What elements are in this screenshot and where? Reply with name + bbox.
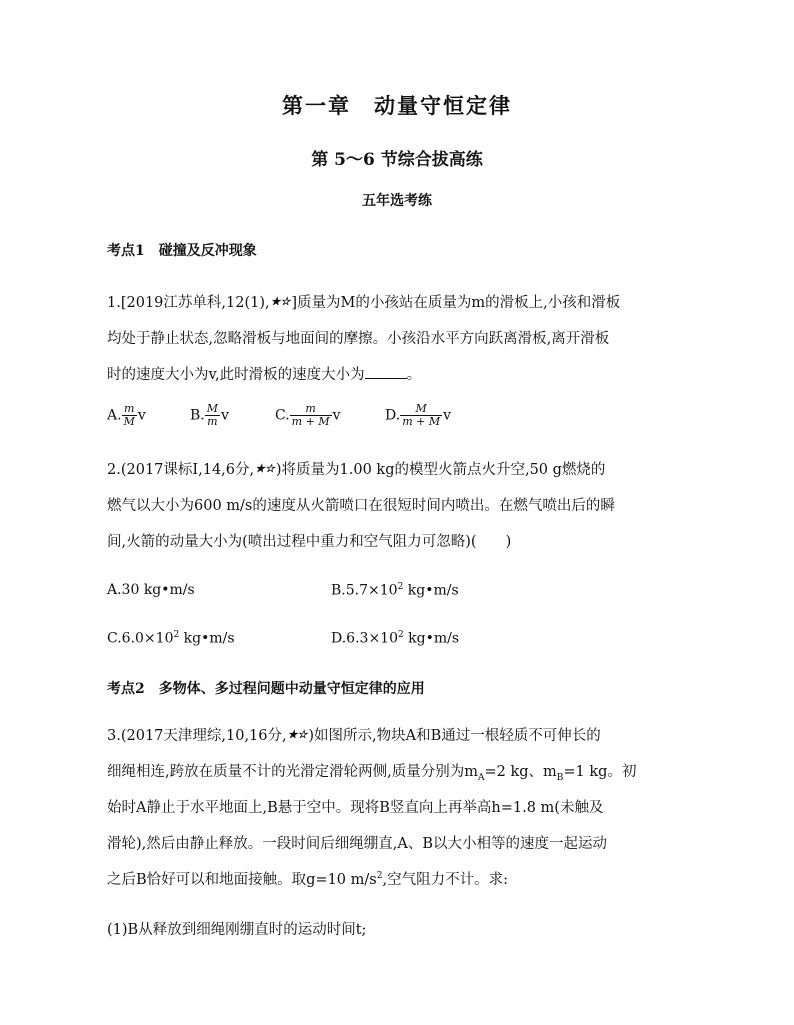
q1-option-d [385,403,451,428]
option-letter: D. [385,407,401,424]
q3-line-2 [107,760,636,783]
exponent: 2 [397,582,404,592]
q3-text-1: )如图所示,物块A和B通过一根轻质不可伸长的 [308,728,601,744]
q3-line-1 [107,724,601,745]
q1-text-3-end: 。 [406,367,422,383]
q2-line-1 [107,458,605,479]
q1-text-1: ]质量为M的小孩站在质量为m的滑板上,小孩和滑板 [291,295,621,311]
q3-text-2a: 细绳相连,跨放在质量不计的光滑定滑轮两侧,质量分别为m [107,764,478,780]
denominator: m + M [402,415,441,428]
q1-line-3 [107,363,421,384]
option-unit: kg•m/s [179,630,235,647]
q1-source: 1.[2019江苏单科,12(1), [107,295,270,311]
difficulty-star-icon: ★☆ [255,462,275,475]
q1-line-1 [107,291,620,312]
option-letter: A. [107,407,122,424]
option-letter: C. [275,407,290,424]
denominator: m + M [291,415,330,428]
q2-option-d [331,630,459,647]
option-text: C.6.0×10 [107,630,174,647]
difficulty-star-icon: ★☆ [287,728,308,741]
fraction [290,403,332,428]
q1-text-3: 时的速度大小为v,此时滑板的速度大小为 [107,367,365,383]
q3-line-4: 滑轮),然后由静止释放。一段时间后细绳绷直,A、B以大小相等的速度一起运动 [107,836,607,852]
q1-option-a [107,403,146,428]
q3-text-2c: =1 kg。初 [563,764,637,780]
q3-text-5b: ,空气阻力不计。求: [382,872,508,888]
q3-part-1: (1)B从释放到细绳刚绷直时的运动时间t; [107,922,367,938]
option-tail: v [332,407,341,424]
exponent: 2 [398,630,404,640]
numerator: m [123,402,135,415]
denominator: M [123,415,135,428]
q3-line-3: 始时A静止于水平地面上,B悬于空中。现将B竖直向上再举高h=1.8 m(未触及 [107,800,604,816]
denominator: m [205,415,220,428]
section-subtitle: 第 5～6 节综合拔高练 [311,150,483,170]
q3-source: 3.(2017天津理综,10,16分, [107,728,287,744]
topic-2-heading: 考点2 多物体、多过程问题中动量守恒定律的应用 [107,681,425,697]
fraction [400,403,442,428]
q2-text-1: )将质量为1.00 kg的模型火箭点火升空,50 g燃烧的 [275,462,606,478]
option-text: D.6.3×10 [331,630,398,647]
q3-text-2b: =2 kg、m [484,764,557,780]
fraction [205,403,220,428]
exponent: 2 [376,871,383,882]
q2-option-a [107,582,195,598]
numerator: m [305,402,316,415]
option-tail: v [443,407,452,424]
subscript-a: A [477,772,485,783]
numerator: M [415,402,427,415]
q2-source: 2.(2017课标Ⅰ,14,6分, [107,462,255,478]
q1-option-b [190,403,229,428]
q2-line-3: 间,火箭的动量大小为(喷出过程中重力和空气阻力可忽略)( ) [107,534,512,550]
option-tail: v [137,407,146,424]
option-tail: v [221,407,229,424]
exponent: 2 [173,630,180,640]
topic-1-heading: 考点1 碰撞及反冲现象 [107,243,257,259]
chapter-title: 第一章 动量守恒定律 [282,93,512,118]
exam-section-title: 五年选考练 [362,193,432,209]
option-unit: kg•m/s [403,582,459,599]
q3-line-5 [107,868,508,889]
option-text: B.5.7×10 [331,582,398,599]
option-letter: B. [190,407,205,424]
q1-option-c [275,403,341,428]
q2-option-b [331,582,459,599]
fraction [122,403,137,428]
subscript-b: B [556,772,564,783]
option-unit: kg•m/s [403,630,460,647]
answer-blank [365,366,407,379]
difficulty-star-icon: ★☆ [270,295,291,308]
option-text: A.30 kg•m/s [107,582,195,598]
q3-text-5a: 之后B恰好可以和地面接触。取g=10 m/s [107,872,377,888]
q2-option-c [107,630,235,647]
numerator: M [206,402,219,415]
q2-line-2: 燃气以大小为600 m/s的速度从火箭喷口在很短时间内喷出。在燃气喷出后的瞬 [107,498,615,514]
q1-line-2: 均处于静止状态,忽略滑板与地面间的摩擦。小孩沿水平方向跃离滑板,离开滑板 [107,331,610,347]
